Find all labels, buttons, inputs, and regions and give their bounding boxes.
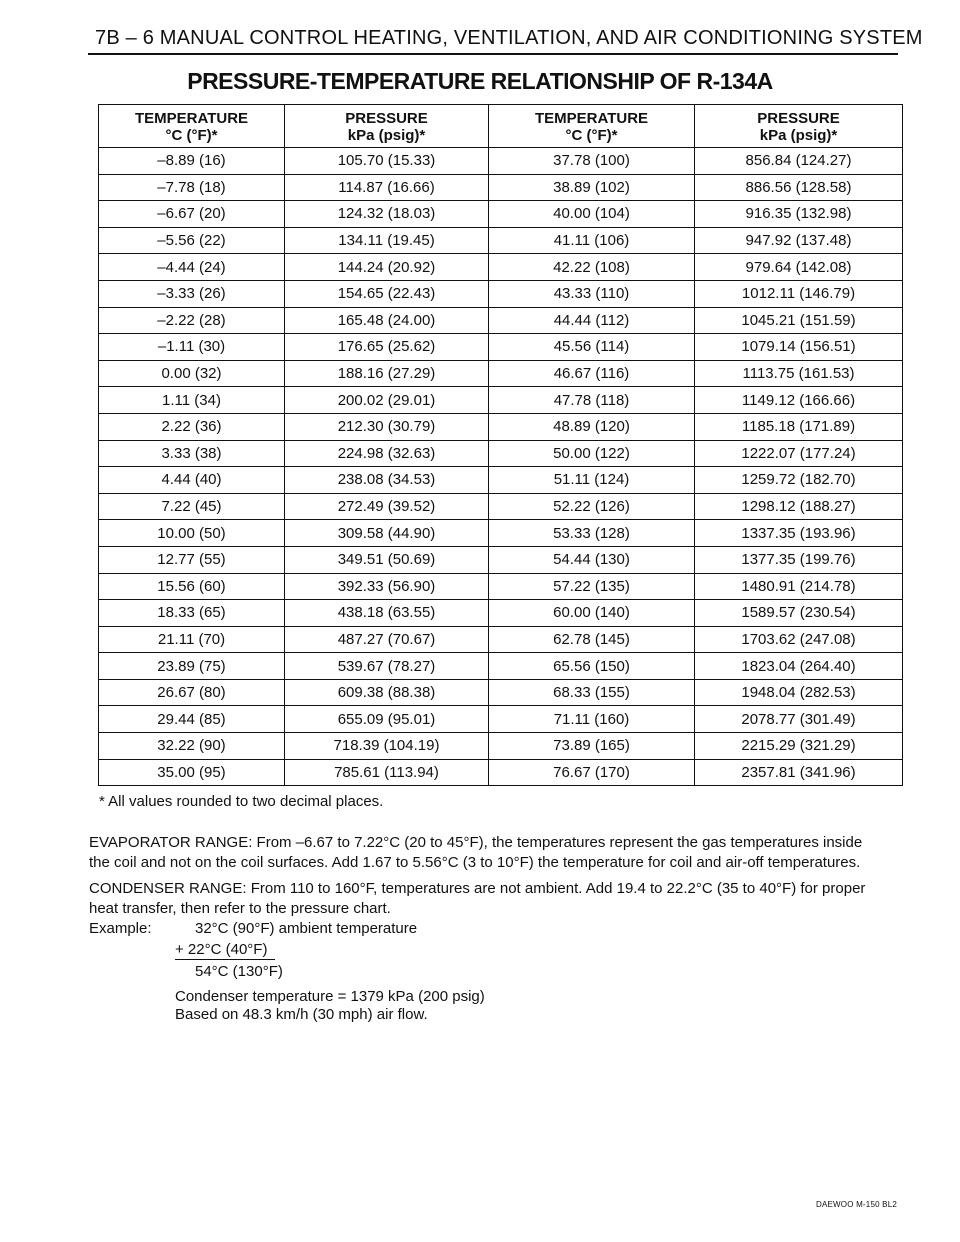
pressure-cell: 105.70 (15.33)	[285, 148, 489, 175]
temperature-cell: 62.78 (145)	[489, 626, 695, 653]
temperature-cell: 65.56 (150)	[489, 653, 695, 680]
header-pressure-1	[285, 105, 489, 148]
header-temperature-1	[99, 105, 285, 148]
table-row	[99, 759, 903, 786]
page-header-title: 7B – 6 MANUAL CONTROL HEATING, VENTILATION, AND AIR CONDITIONING SYSTEM	[95, 27, 923, 49]
temperature-cell: 32.22 (90)	[99, 733, 285, 760]
header-temperature-2-unit: °C (°F)*	[565, 127, 618, 144]
pressure-cell: 165.48 (24.00)	[285, 307, 489, 334]
temperature-cell: –8.89 (16)	[99, 148, 285, 175]
temperature-cell: 41.11 (106)	[489, 227, 695, 254]
table-row	[99, 227, 903, 254]
temperature-cell: 3.33 (38)	[99, 440, 285, 467]
temperature-cell: 1.11 (34)	[99, 387, 285, 414]
pressure-cell: 1113.75 (161.53)	[695, 360, 903, 387]
temperature-cell: 10.00 (50)	[99, 520, 285, 547]
condenser-range-paragraph	[89, 879, 909, 919]
pressure-cell: 886.56 (128.58)	[695, 174, 903, 201]
temperature-cell: 26.67 (80)	[99, 679, 285, 706]
temperature-cell: –4.44 (24)	[99, 254, 285, 281]
temperature-cell: 68.33 (155)	[489, 679, 695, 706]
temperature-cell: 57.22 (135)	[489, 573, 695, 600]
pressure-cell: 114.87 (16.66)	[285, 174, 489, 201]
temperature-cell: 54.44 (130)	[489, 546, 695, 573]
pressure-cell: 1185.18 (171.89)	[695, 413, 903, 440]
temperature-cell: 76.67 (170)	[489, 759, 695, 786]
table-row	[99, 626, 903, 653]
table-row	[99, 254, 903, 281]
temperature-cell: 47.78 (118)	[489, 387, 695, 414]
pressure-cell: 1045.21 (151.59)	[695, 307, 903, 334]
pressure-cell: 785.61 (113.94)	[285, 759, 489, 786]
pressure-cell: 144.24 (20.92)	[285, 254, 489, 281]
example-result-pressure: Condenser temperature = 1379 kPa (200 psig)	[175, 988, 485, 1005]
header-temperature-2-label: TEMPERATURE	[534, 110, 649, 127]
pressure-cell: 154.65 (22.43)	[285, 280, 489, 307]
table-row	[99, 546, 903, 573]
table-row	[99, 467, 903, 494]
temperature-cell: 2.22 (36)	[99, 413, 285, 440]
temperature-cell: –1.11 (30)	[99, 334, 285, 361]
pressure-temperature-table	[98, 104, 903, 786]
pressure-cell: 655.09 (95.01)	[285, 706, 489, 733]
pressure-cell: 392.33 (56.90)	[285, 573, 489, 600]
pressure-cell: 539.67 (78.27)	[285, 653, 489, 680]
temperature-cell: –6.67 (20)	[99, 201, 285, 228]
temperature-cell: 21.11 (70)	[99, 626, 285, 653]
pressure-cell: 1823.04 (264.40)	[695, 653, 903, 680]
pressure-cell: 1259.72 (182.70)	[695, 467, 903, 494]
pressure-cell: 438.18 (63.55)	[285, 600, 489, 627]
temperature-cell: 18.33 (65)	[99, 600, 285, 627]
header-pressure-2	[695, 105, 903, 148]
evaporator-range-line-1: EVAPORATOR RANGE: From –6.67 to 7.22°C (20 to 45°F), the temperatures represent the gas temperatures inside	[89, 834, 863, 851]
pressure-cell: 212.30 (30.79)	[285, 413, 489, 440]
pressure-cell: 947.92 (137.48)	[695, 227, 903, 254]
example-addition-underlined: + 22°C (40°F)	[175, 941, 275, 960]
table-row	[99, 600, 903, 627]
temperature-cell: –3.33 (26)	[99, 280, 285, 307]
table-header-row	[99, 105, 903, 148]
pressure-cell: 1480.91 (214.78)	[695, 573, 903, 600]
table-row	[99, 733, 903, 760]
pressure-cell: 349.51 (50.69)	[285, 546, 489, 573]
table-row	[99, 706, 903, 733]
table-body	[99, 148, 903, 786]
temperature-cell: 7.22 (45)	[99, 493, 285, 520]
pressure-cell: 224.98 (32.63)	[285, 440, 489, 467]
temperature-cell: 51.11 (124)	[489, 467, 695, 494]
example-label: Example:	[89, 920, 152, 937]
table-row	[99, 280, 903, 307]
pressure-cell: 2357.81 (341.96)	[695, 759, 903, 786]
header-temperature-1-unit: °C (°F)*	[165, 127, 218, 144]
table-row	[99, 413, 903, 440]
header-divider	[88, 53, 898, 55]
table-row	[99, 148, 903, 175]
evaporator-range-paragraph	[89, 833, 909, 873]
table-row	[99, 653, 903, 680]
section-title: PRESSURE-TEMPERATURE RELATIONSHIP OF R-134A	[187, 68, 773, 94]
temperature-cell: 29.44 (85)	[99, 706, 285, 733]
temperature-cell: 46.67 (116)	[489, 360, 695, 387]
example-line-ambient: 32°C (90°F) ambient temperature	[195, 920, 418, 937]
temperature-cell: 50.00 (122)	[489, 440, 695, 467]
pressure-cell: 2078.77 (301.49)	[695, 706, 903, 733]
table-row	[99, 573, 903, 600]
header-pressure-2-label: PRESSURE	[757, 110, 840, 127]
table-row	[99, 360, 903, 387]
pressure-cell: 1149.12 (166.66)	[695, 387, 903, 414]
table-row	[99, 493, 903, 520]
pressure-cell: 2215.29 (321.29)	[695, 733, 903, 760]
table-row	[99, 520, 903, 547]
example-result-airflow: Based on 48.3 km/h (30 mph) air flow.	[175, 1006, 428, 1023]
pressure-cell: 979.64 (142.08)	[695, 254, 903, 281]
pressure-cell: 1079.14 (156.51)	[695, 334, 903, 361]
pressure-cell: 238.08 (34.53)	[285, 467, 489, 494]
temperature-cell: 60.00 (140)	[489, 600, 695, 627]
pressure-cell: 718.39 (104.19)	[285, 733, 489, 760]
temperature-cell: 53.33 (128)	[489, 520, 695, 547]
pressure-cell: 1703.62 (247.08)	[695, 626, 903, 653]
pressure-cell: 309.58 (44.90)	[285, 520, 489, 547]
header-temperature-1-label: TEMPERATURE	[134, 110, 249, 127]
evaporator-range-line-2: the coil and not on the coil surfaces. Add 1.67 to 5.56°C (3 to 10°F) the temperature for coil and air-off temperatures.	[89, 854, 861, 871]
example-line-sum: 54°C (130°F)	[195, 963, 283, 980]
temperature-cell: 73.89 (165)	[489, 733, 695, 760]
temperature-cell: 52.22 (126)	[489, 493, 695, 520]
pressure-cell: 272.49 (39.52)	[285, 493, 489, 520]
temperature-cell: 71.11 (160)	[489, 706, 695, 733]
table-row	[99, 307, 903, 334]
temperature-cell: –2.22 (28)	[99, 307, 285, 334]
temperature-cell: 37.78 (100)	[489, 148, 695, 175]
pressure-cell: 1948.04 (282.53)	[695, 679, 903, 706]
pressure-cell: 124.32 (18.03)	[285, 201, 489, 228]
pressure-cell: 188.16 (27.29)	[285, 360, 489, 387]
temperature-cell: 15.56 (60)	[99, 573, 285, 600]
pressure-cell: 176.65 (25.62)	[285, 334, 489, 361]
pressure-cell: 1337.35 (193.96)	[695, 520, 903, 547]
pressure-cell: 1589.57 (230.54)	[695, 600, 903, 627]
pressure-cell: 916.35 (132.98)	[695, 201, 903, 228]
temperature-cell: –7.78 (18)	[99, 174, 285, 201]
pressure-cell: 134.11 (19.45)	[285, 227, 489, 254]
temperature-cell: 44.44 (112)	[489, 307, 695, 334]
table-row	[99, 334, 903, 361]
header-pressure-1-label: PRESSURE	[345, 110, 428, 127]
pressure-cell: 1222.07 (177.24)	[695, 440, 903, 467]
footnote: * All values rounded to two decimal places.	[99, 793, 384, 810]
temperature-cell: 35.00 (95)	[99, 759, 285, 786]
pressure-cell: 1012.11 (146.79)	[695, 280, 903, 307]
table-row	[99, 174, 903, 201]
temperature-cell: 43.33 (110)	[489, 280, 695, 307]
temperature-cell: 42.22 (108)	[489, 254, 695, 281]
example-line-addition	[175, 940, 275, 960]
temperature-cell: 38.89 (102)	[489, 174, 695, 201]
temperature-cell: 40.00 (104)	[489, 201, 695, 228]
header-temperature-2	[489, 105, 695, 148]
temperature-cell: 48.89 (120)	[489, 413, 695, 440]
header-pressure-2-unit: kPa (psig)*	[759, 127, 838, 144]
pressure-cell: 609.38 (88.38)	[285, 679, 489, 706]
footer-code: DAEWOO M-150 BL2	[816, 1200, 898, 1209]
condenser-range-line-1: CONDENSER RANGE: From 110 to 160°F, temperatures are not ambient. Add 19.4 to 22.2°C (35 to 40°F) for proper	[89, 880, 866, 897]
pressure-cell: 487.27 (70.67)	[285, 626, 489, 653]
header-pressure-1-unit: kPa (psig)*	[347, 127, 426, 144]
temperature-cell: 23.89 (75)	[99, 653, 285, 680]
temperature-cell: 4.44 (40)	[99, 467, 285, 494]
temperature-cell: 12.77 (55)	[99, 546, 285, 573]
pressure-cell: 1298.12 (188.27)	[695, 493, 903, 520]
temperature-cell: 0.00 (32)	[99, 360, 285, 387]
pressure-cell: 1377.35 (199.76)	[695, 546, 903, 573]
table-row	[99, 387, 903, 414]
pressure-cell: 856.84 (124.27)	[695, 148, 903, 175]
condenser-range-line-2: heat transfer, then refer to the pressure chart.	[89, 900, 391, 917]
temperature-cell: 45.56 (114)	[489, 334, 695, 361]
table-row	[99, 440, 903, 467]
table-row	[99, 679, 903, 706]
table-row	[99, 201, 903, 228]
temperature-cell: –5.56 (22)	[99, 227, 285, 254]
pressure-cell: 200.02 (29.01)	[285, 387, 489, 414]
